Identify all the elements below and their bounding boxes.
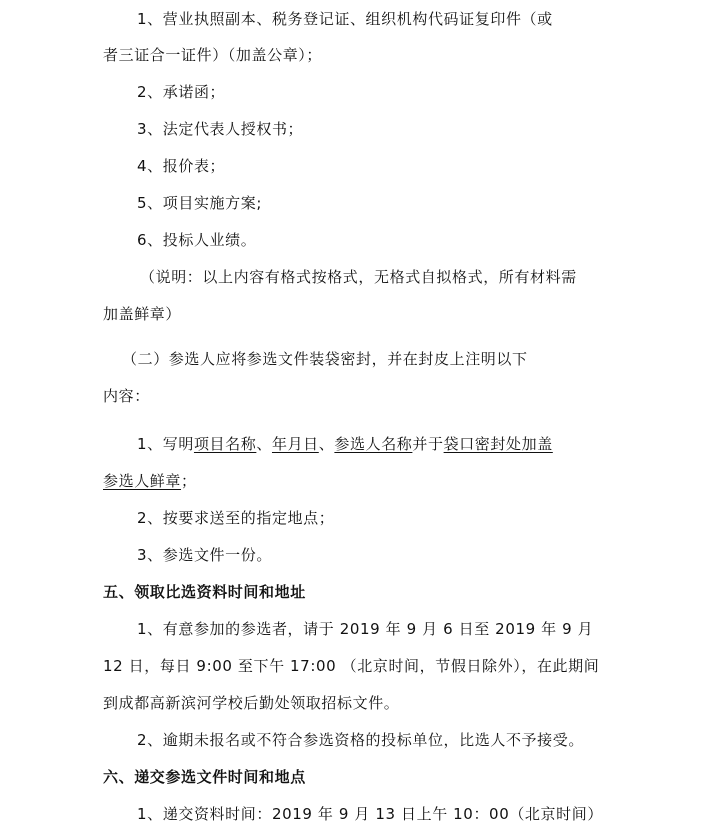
sealing-heading-line-2: 内容： <box>103 387 150 405</box>
section-5-para-1-line-1: 1、有意参加的参选者，请于 2019 年 9 月 6 日至 2019 年 9 月 <box>137 620 594 638</box>
underlined-date: 年月日 <box>271 435 319 453</box>
underlined-participant-name: 参选人名称 <box>334 435 413 453</box>
materials-item-2: 2、承诺函； <box>137 83 226 101</box>
section-6-heading: 六、递交参选文件时间和地点 <box>103 768 306 786</box>
sealing-item-1-text: 并于 <box>412 435 444 453</box>
section-5-para-2: 2、逾期未报名或不符合参选资格的投标单位，比选人不予接受。 <box>137 731 584 749</box>
underlined-participant-seal: 参选人鲜章 <box>103 472 182 490</box>
sealing-item-1-text: 1、写明 <box>137 435 194 453</box>
materials-note-line-1: （说明：以上内容有格式按格式，无格式自拟格式，所有材料需 <box>140 268 577 286</box>
section-5-para-1-line-3: 到成都高新滨河学校后勤处领取招标文件。 <box>103 694 400 712</box>
section-6-para-1: 1、递交资料时间：2019 年 9 月 13 日上午 10：00（北京时间） <box>137 805 603 823</box>
materials-item-3: 3、法定代表人授权书； <box>137 120 304 138</box>
materials-item-1-line-2: 者三证合一证件）（加盖公章）； <box>103 46 323 64</box>
underlined-seal-location: 袋口密封处加盖 <box>443 435 553 453</box>
sealing-heading-line-1: （二）参选人应将参选文件装袋密封，并在封皮上注明以下 <box>122 350 528 368</box>
section-5-para-1-line-2: 12 日，每日 9:00 至下午 17:00 （北京时间，节假日除外），在此期间 <box>103 657 600 675</box>
materials-item-4: 4、报价表； <box>137 157 226 175</box>
sealing-item-1-line-2 <box>103 471 197 491</box>
sealing-item-2: 2、按要求送至的指定地点； <box>137 509 335 527</box>
materials-item-1-line-1: 1、营业执照副本、税务登记证、组织机构代码证复印件（或 <box>137 10 553 28</box>
sealing-item-1-text: 、 <box>318 435 335 453</box>
materials-note-line-2: 加盖鲜章） <box>103 305 182 323</box>
sealing-item-3: 3、参选文件一份。 <box>137 546 272 564</box>
underlined-project-name: 项目名称 <box>193 435 257 453</box>
materials-item-5: 5、项目实施方案; <box>137 194 262 212</box>
section-5-heading: 五、领取比选资料时间和地址 <box>103 583 306 601</box>
sealing-item-1-line-1 <box>137 434 553 454</box>
sealing-item-1-text: ； <box>181 472 197 490</box>
materials-item-6: 6、投标人业绩。 <box>137 231 257 249</box>
sealing-item-1-text: 、 <box>256 435 272 453</box>
